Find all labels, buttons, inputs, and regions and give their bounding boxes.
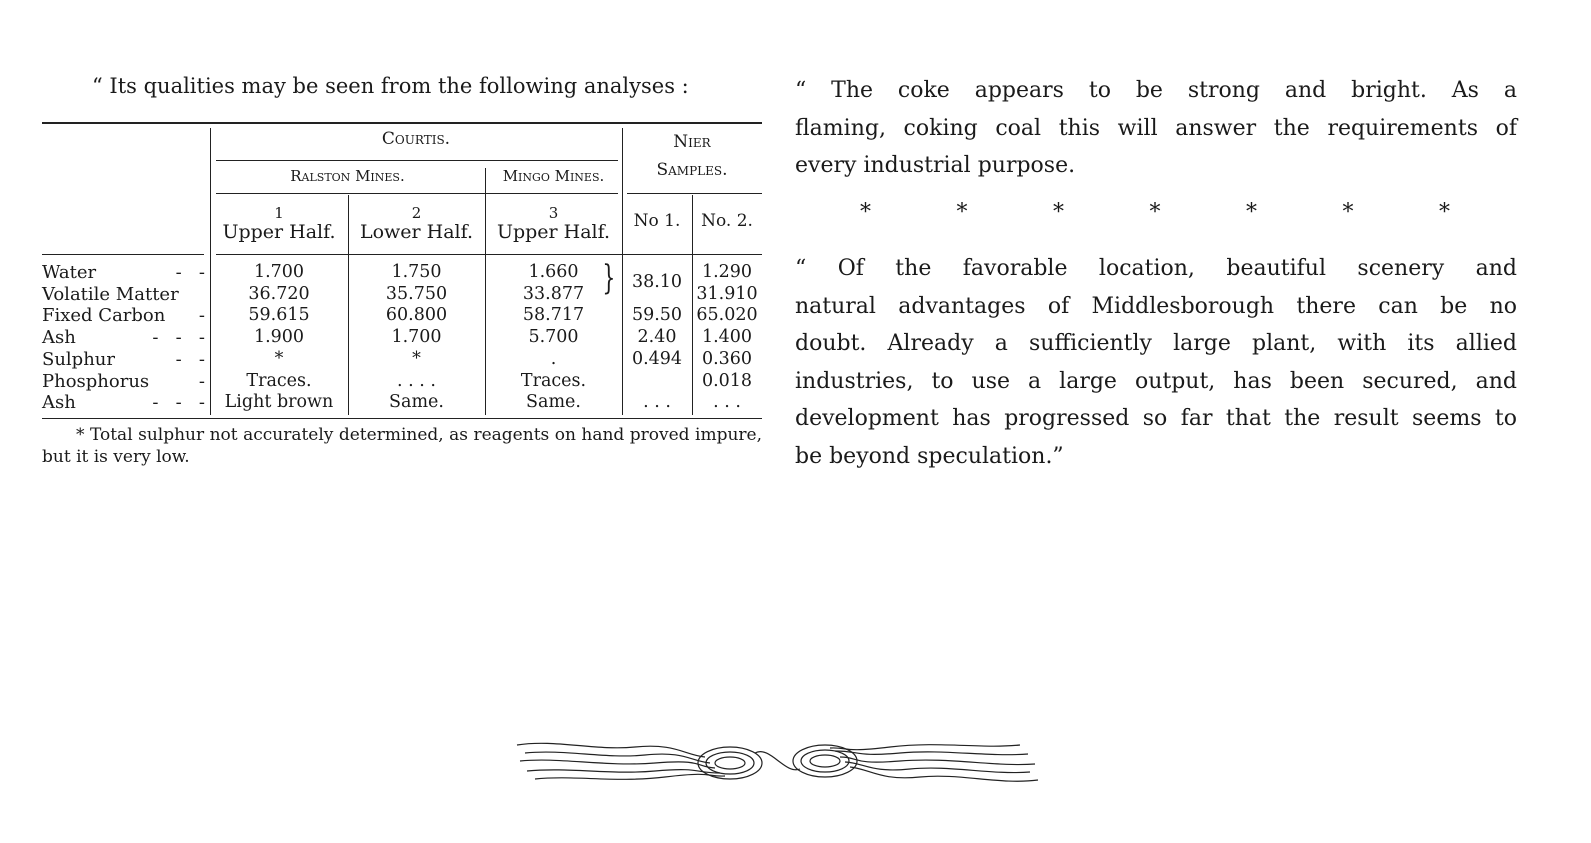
- leader-dashes: - - -: [152, 392, 205, 414]
- table-cell: 36.720: [248, 283, 310, 304]
- subheader-ralston: Ralston Mines.: [290, 167, 405, 185]
- row-label-text: Sulphur: [42, 348, 115, 370]
- table-cell: Light brown: [224, 392, 334, 413]
- column-number: 1: [274, 204, 284, 222]
- decorative-ornament-icon: [515, 735, 1040, 790]
- table-cell: Same.: [389, 392, 444, 413]
- rule: [216, 193, 618, 194]
- footnote-text: * Total sulphur not accurately determined, as reagents on hand proved impure, but it is very low.: [42, 425, 762, 467]
- quote-paragraph-2: [795, 250, 1517, 475]
- row-label-text: Ash: [42, 327, 76, 349]
- table-cell: 33.877: [522, 283, 585, 304]
- row-label: [42, 305, 205, 327]
- row-label: [42, 284, 205, 306]
- text-line: “ Of the favorable location, beautiful scenery and: [795, 256, 1517, 281]
- table-cell: . . .: [713, 392, 741, 413]
- row-label-text: Volatile Matter: [42, 283, 179, 305]
- star: *: [1342, 200, 1354, 225]
- table-cell: *: [412, 348, 421, 369]
- subheader-mingo: Mingo Mines.: [502, 167, 605, 185]
- rule: [216, 254, 762, 255]
- table-cell: 59.615: [248, 305, 310, 326]
- table-cell: .: [550, 348, 557, 369]
- group-header-courtis: Courtis.: [381, 129, 451, 149]
- brace-icon: }: [602, 258, 616, 298]
- group-header-nier: Nier: [673, 132, 711, 152]
- star: *: [956, 200, 968, 225]
- table-cell: 1.900: [253, 327, 305, 348]
- table-cell: 31.910: [696, 283, 758, 304]
- table-cell: 5.700: [528, 327, 579, 348]
- row-label-text: Phosphorus: [42, 370, 150, 392]
- column-number: 2: [411, 204, 422, 222]
- column-number: 3: [548, 204, 559, 222]
- group-header-nier-samples: Samples.: [656, 160, 728, 180]
- table-cell: 2.40: [637, 327, 677, 348]
- star: *: [1246, 200, 1257, 225]
- quote-paragraph-1: [795, 72, 1517, 185]
- table-cell: . . .: [643, 392, 671, 413]
- text-line: industries, to use a large output, has been secured, and: [795, 368, 1517, 394]
- leader-dashes: - - -: [152, 327, 205, 349]
- table-cell: . . . .: [397, 370, 436, 391]
- table-cell: 0.018: [701, 370, 753, 391]
- table-cell: 35.750: [385, 283, 448, 304]
- table-cell: 58.717: [522, 305, 585, 326]
- row-label-text: Water: [42, 262, 97, 283]
- text-line: doubt. Already a sufficiently large plant, with its allied: [795, 331, 1517, 356]
- table-cell: 1.700: [253, 262, 305, 282]
- column-header: No 1.: [633, 211, 681, 231]
- table-cell: 1.660: [528, 262, 579, 282]
- text-line: flaming, coking coal this will answer the requirements of: [795, 115, 1517, 141]
- table-cell: Traces.: [520, 370, 587, 391]
- star: *: [1439, 200, 1450, 225]
- text-line: natural advantages of Middlesborough there can be no: [795, 293, 1517, 319]
- column-header: Upper Half.: [222, 221, 336, 243]
- text-line: every industrial purpose.: [795, 153, 1076, 178]
- table-cell: 1.400: [701, 327, 753, 348]
- asterism: [860, 200, 1450, 225]
- star: *: [1053, 200, 1064, 225]
- row-label: [42, 349, 205, 371]
- table-bottom-rule: [42, 418, 762, 419]
- rule: [216, 160, 618, 161]
- leader-dashes: - -: [175, 348, 205, 370]
- row-label: [42, 371, 205, 393]
- bracketed-value: 38.10: [631, 272, 683, 292]
- leader-dashes: -: [198, 370, 205, 392]
- text-line: “ The coke appears to be strong and bright. As a: [795, 78, 1517, 103]
- table-cell: 65.020: [696, 305, 758, 326]
- table-cell: *: [274, 348, 284, 369]
- table-cell: 59.50: [631, 305, 683, 326]
- table-top-rule: [42, 122, 762, 124]
- table-cell: 1.750: [391, 262, 442, 282]
- table-cell: 1.290: [701, 262, 753, 282]
- leader-dashes: -: [198, 305, 205, 327]
- table-cell: Traces.: [246, 370, 312, 391]
- column-header: Lower Half.: [359, 221, 474, 243]
- column-header: No. 2.: [701, 211, 753, 231]
- table-cell: 60.800: [385, 305, 448, 326]
- star: *: [860, 200, 871, 225]
- row-label: [42, 262, 205, 284]
- rule: [627, 193, 762, 194]
- table-cell: 1.700: [391, 327, 442, 348]
- rule: [42, 254, 204, 255]
- table-cell: 0.360: [701, 348, 753, 369]
- leader-dashes: - -: [175, 262, 205, 283]
- row-label-text: Fixed Carbon: [42, 305, 166, 327]
- intro-text: “ Its qualities may be seen from the following analyses :: [92, 74, 689, 98]
- row-label-text: Ash: [42, 392, 76, 414]
- text-line: development has progressed so far that the result seems to: [795, 406, 1517, 431]
- row-label: [42, 392, 205, 414]
- table-cell: Same.: [526, 392, 581, 413]
- text-line: be beyond speculation.”: [795, 443, 1064, 469]
- star: *: [1149, 200, 1161, 225]
- table-cell: 0.494: [631, 348, 683, 369]
- footnote: [42, 424, 762, 468]
- column-header: Upper Half.: [496, 221, 611, 243]
- row-label: [42, 327, 205, 349]
